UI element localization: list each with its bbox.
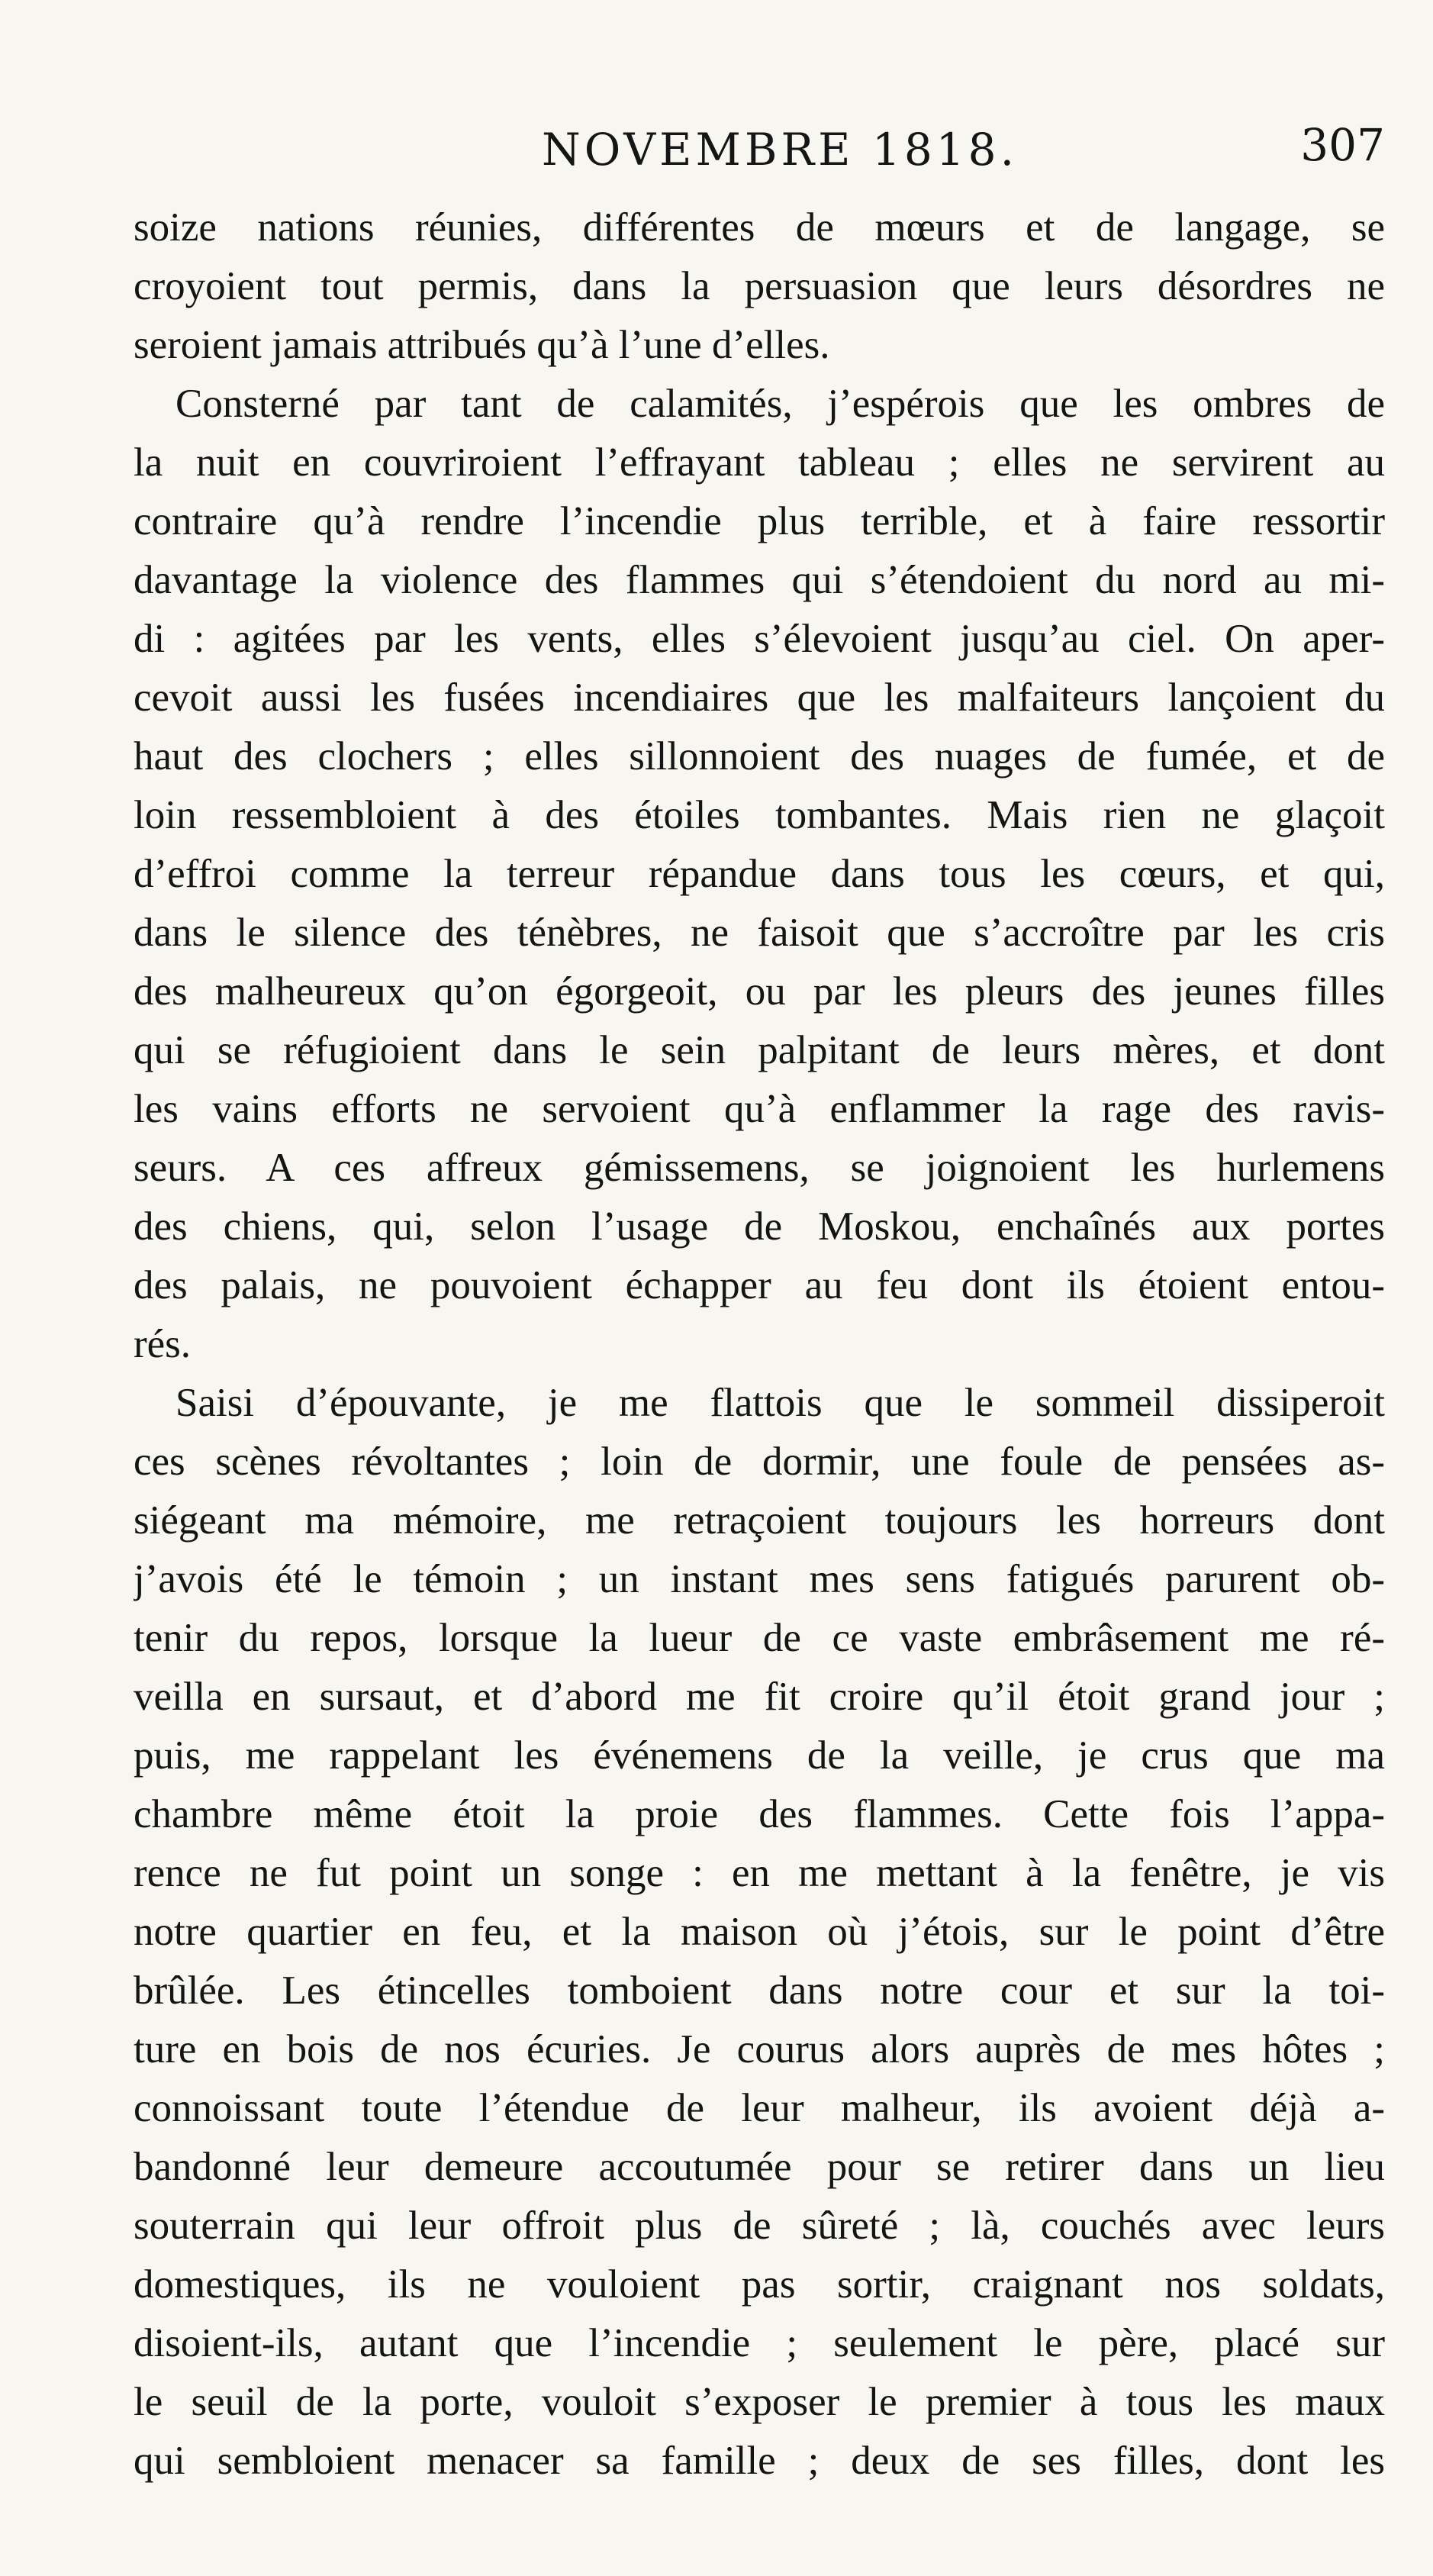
- text-line: brûlée. Les étincelles tomboient dans notre cour et sur la toi-: [134, 1968, 1385, 2013]
- text-line: dans le silence des ténèbres, ne faisoit que s’accroître par les cris: [134, 911, 1385, 955]
- text-line: contraire qu’à rendre l’incendie plus terrible, et à faire ressortir: [134, 499, 1385, 543]
- text-line: croyoient tout permis, dans la persuasion que leurs désordres ne: [134, 264, 1385, 308]
- paragraph-start: Consterné par tant de calamités, j’espérois que les ombres de: [176, 382, 1385, 426]
- text-line: ces scènes révoltantes ; loin de dormir, une foule de pensées as-: [134, 1440, 1385, 1484]
- text-line: haut des clochers ; elles sillonnoient des nuages de fumée, et de: [134, 734, 1385, 779]
- text-line: soize nations réunies, différentes de mœurs et de langage, se: [134, 205, 1385, 250]
- page-header: [134, 114, 1385, 191]
- text-line: j’avois été le témoin ; un instant mes sens fatigués parurent ob-: [134, 1557, 1385, 1601]
- paragraph-start: Saisi d’épouvante, je me flattois que le sommeil dissiperoit: [176, 1381, 1385, 1425]
- text-line: notre quartier en feu, et la maison où j’étois, sur le point d’être: [134, 1910, 1385, 1954]
- text-line: rence ne fut point un songe : en me mettant à la fenêtre, je vis: [134, 1851, 1385, 1895]
- text-line: domestiques, ils ne vouloient pas sortir, craignant nos soldats,: [134, 2262, 1385, 2307]
- text-line: le seuil de la porte, vouloit s’exposer le premier à tous les maux: [134, 2380, 1385, 2424]
- text-line: loin ressembloient à des étoiles tombantes. Mais rien ne glaçoit: [134, 793, 1385, 837]
- text-line: bandonné leur demeure accoutumée pour se retirer dans un lieu: [134, 2145, 1385, 2189]
- text-line: cevoit aussi les fusées incendiaires que les malfaiteurs lançoient du: [134, 675, 1385, 720]
- text-line: disoient-ils, autant que l’incendie ; seulement le père, placé sur: [134, 2321, 1385, 2365]
- text-line: des palais, ne pouvoient échapper au feu dont ils étoient entou-: [134, 1263, 1385, 1307]
- text-line: seurs. A ces affreux gémissemens, se joignoient les hurlemens: [134, 1146, 1385, 1190]
- page-number: 307: [1300, 119, 1385, 171]
- text-line: souterrain qui leur offroit plus de sûreté ; là, couchés avec leurs: [134, 2204, 1385, 2248]
- running-head: NOVEMBRE 1818.: [542, 124, 1019, 176]
- text-line: puis, me rappelant les événemens de la veille, je crus que ma: [134, 1733, 1385, 1778]
- text-line: qui se réfugioient dans le sein palpitant de leurs mères, et dont: [134, 1028, 1385, 1072]
- text-line: di : agitées par les vents, elles s’élevoient jusqu’au ciel. On aper-: [134, 617, 1385, 661]
- text-line: davantage la violence des flammes qui s’étendoient du nord au mi-: [134, 558, 1385, 602]
- text-line: qui sembloient menacer sa famille ; deux de ses filles, dont les: [134, 2439, 1385, 2483]
- text-line: chambre même étoit la proie des flammes. Cette fois l’appa-: [134, 1792, 1385, 1836]
- text-line: la nuit en couvriroient l’effrayant tableau ; elles ne servirent au: [134, 440, 1385, 485]
- text-line: connoissant toute l’étendue de leur malheur, ils avoient déjà a-: [134, 2086, 1385, 2130]
- text-line: d’effroi comme la terreur répandue dans tous les cœurs, et qui,: [134, 852, 1385, 896]
- text-line: tenir du repos, lorsque la lueur de ce vaste embrâsement me ré-: [134, 1616, 1385, 1660]
- text-line: rés.: [134, 1322, 192, 1366]
- text-line: des malheureux qu’on égorgeoit, ou par les pleurs des jeunes filles: [134, 969, 1385, 1014]
- text-line: siégeant ma mémoire, me retraçoient toujours les horreurs dont: [134, 1498, 1385, 1543]
- body-text: [134, 198, 1385, 2491]
- text-line: veilla en sursaut, et d’abord me fit croire qu’il étoit grand jour ;: [134, 1675, 1385, 1719]
- text-line: ture en bois de nos écuries. Je courus alors auprès de mes hôtes ;: [134, 2027, 1385, 2071]
- text-line: seroient jamais attribués qu’à l’une d’elles.: [134, 323, 830, 367]
- text-line: les vains efforts ne servoient qu’à enflammer la rage des ravis-: [134, 1087, 1385, 1131]
- text-line: des chiens, qui, selon l’usage de Moskou, enchaînés aux portes: [134, 1204, 1385, 1249]
